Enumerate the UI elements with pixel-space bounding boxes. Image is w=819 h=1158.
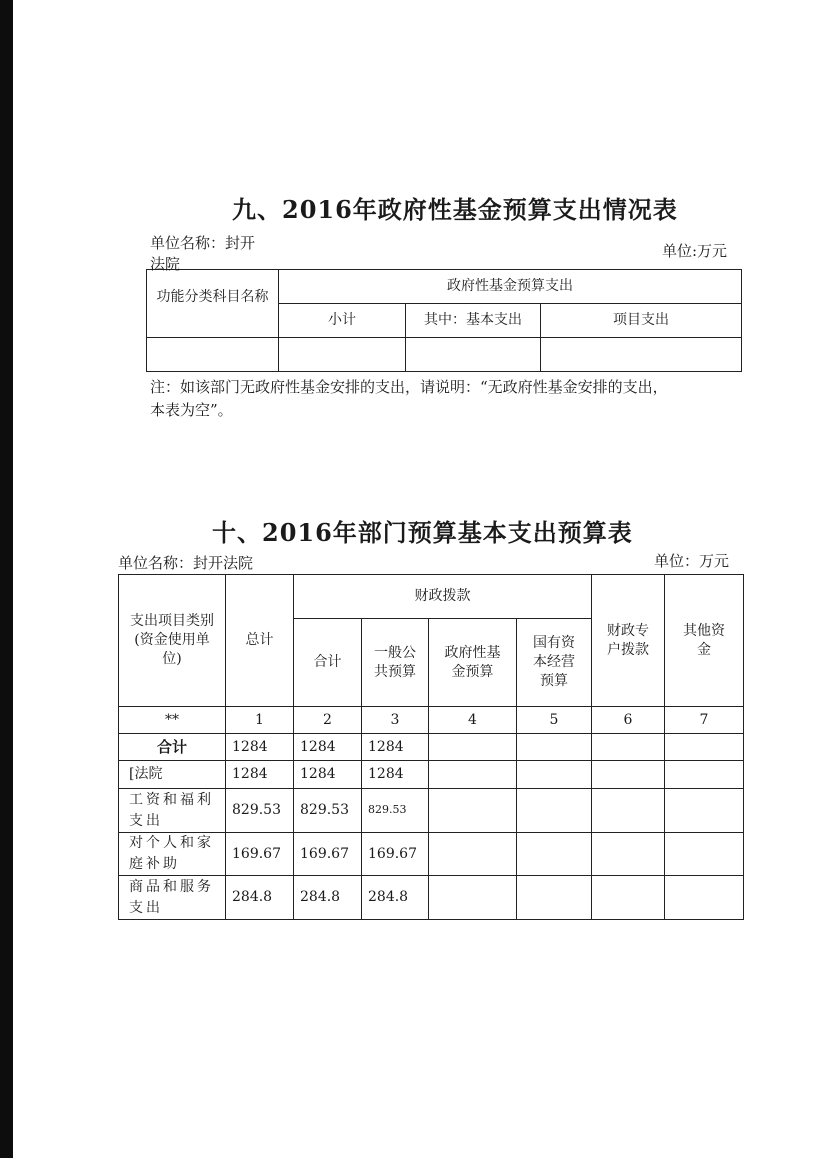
header-state-capital: 国有资本经营预算	[517, 619, 592, 707]
section9-note-line2: 本表为空”。	[150, 401, 233, 419]
header-item: 支出项目类别(资金使用单位)	[119, 575, 226, 707]
basic-expense-table	[118, 574, 744, 920]
header-basic: 其中：基本支出	[406, 304, 541, 338]
empty-cell	[429, 789, 517, 833]
empty-cell	[429, 833, 517, 876]
empty-cell	[279, 338, 406, 372]
section9-unit: 单位:万元	[662, 242, 728, 260]
header-special: 财政专户拨款	[592, 575, 665, 707]
section9-unit-name-line2: 法院	[150, 255, 181, 273]
gov-fund-table	[146, 269, 742, 372]
scan-edge	[0, 0, 13, 1158]
index-cell: 2	[294, 707, 362, 734]
cell-subtotal: 169.67	[294, 833, 362, 876]
row-label: 合计	[119, 734, 226, 761]
empty-cell	[517, 761, 592, 789]
row-label: 商品和服务支出	[119, 876, 226, 920]
empty-cell	[429, 761, 517, 789]
empty-cell	[592, 789, 665, 833]
section10-title: 十、2016年部门预算基本支出预算表	[212, 518, 633, 547]
empty-cell	[541, 338, 742, 372]
empty-cell	[665, 833, 744, 876]
row-label: 对个人和家庭补助	[119, 833, 226, 876]
section10-unit: 单位：万元	[654, 552, 730, 570]
table-row	[119, 734, 744, 761]
cell-general: 1284	[362, 761, 429, 789]
index-cell: 3	[362, 707, 429, 734]
section9-unit-name-line1: 单位名称：封开	[150, 234, 256, 252]
empty-cell	[592, 761, 665, 789]
empty-cell	[429, 734, 517, 761]
cell-total: 1284	[226, 734, 294, 761]
index-cell: 1	[226, 707, 294, 734]
empty-cell	[665, 761, 744, 789]
section9-note-line1: 注：如该部门无政府性基金安排的支出，请说明：“无政府性基金安排的支出，	[150, 378, 668, 396]
cell-general: 829.53	[362, 789, 429, 833]
empty-cell	[517, 789, 592, 833]
table-row	[119, 761, 744, 789]
index-cell: **	[119, 707, 226, 734]
empty-cell	[592, 833, 665, 876]
empty-cell	[406, 338, 541, 372]
empty-cell	[665, 734, 744, 761]
cell-subtotal: 1284	[294, 761, 362, 789]
cell-subtotal: 1284	[294, 734, 362, 761]
cell-subtotal: 284.8	[294, 876, 362, 920]
header-general: 一般公共预算	[362, 619, 429, 707]
row-label: 工资和福利支出	[119, 789, 226, 833]
header-gov-fund-expense: 政府性基金预算支出	[279, 270, 742, 304]
index-cell: 7	[665, 707, 744, 734]
empty-cell	[429, 876, 517, 920]
empty-cell	[517, 734, 592, 761]
empty-cell	[665, 876, 744, 920]
cell-total: 284.8	[226, 876, 294, 920]
cell-subtotal: 829.53	[294, 789, 362, 833]
empty-cell	[517, 833, 592, 876]
empty-cell	[665, 789, 744, 833]
section10-unit-name: 单位名称：封开法院	[118, 554, 254, 572]
cell-total: 829.53	[226, 789, 294, 833]
empty-cell	[147, 338, 279, 372]
cell-general: 1284	[362, 734, 429, 761]
index-cell: 5	[517, 707, 592, 734]
table-row	[119, 876, 744, 920]
header-fiscal: 财政拨款	[294, 575, 592, 619]
header-other: 其他资金	[665, 575, 744, 707]
header-total: 总计	[226, 575, 294, 707]
row-label: [法院	[119, 761, 226, 789]
table-row	[119, 789, 744, 833]
empty-cell	[592, 734, 665, 761]
section9-title: 九、2016年政府性基金预算支出情况表	[232, 195, 678, 224]
header-project: 项目支出	[541, 304, 742, 338]
index-cell: 4	[429, 707, 517, 734]
header-category: 功能分类科目名称	[147, 270, 279, 338]
cell-total: 169.67	[226, 833, 294, 876]
cell-general: 284.8	[362, 876, 429, 920]
header-gov-fund: 政府性基金预算	[429, 619, 517, 707]
cell-total: 1284	[226, 761, 294, 789]
header-subtotal: 合计	[294, 619, 362, 707]
table-row	[119, 833, 744, 876]
empty-cell	[592, 876, 665, 920]
index-cell: 6	[592, 707, 665, 734]
cell-general: 169.67	[362, 833, 429, 876]
header-subtotal: 小计	[279, 304, 406, 338]
empty-cell	[517, 876, 592, 920]
